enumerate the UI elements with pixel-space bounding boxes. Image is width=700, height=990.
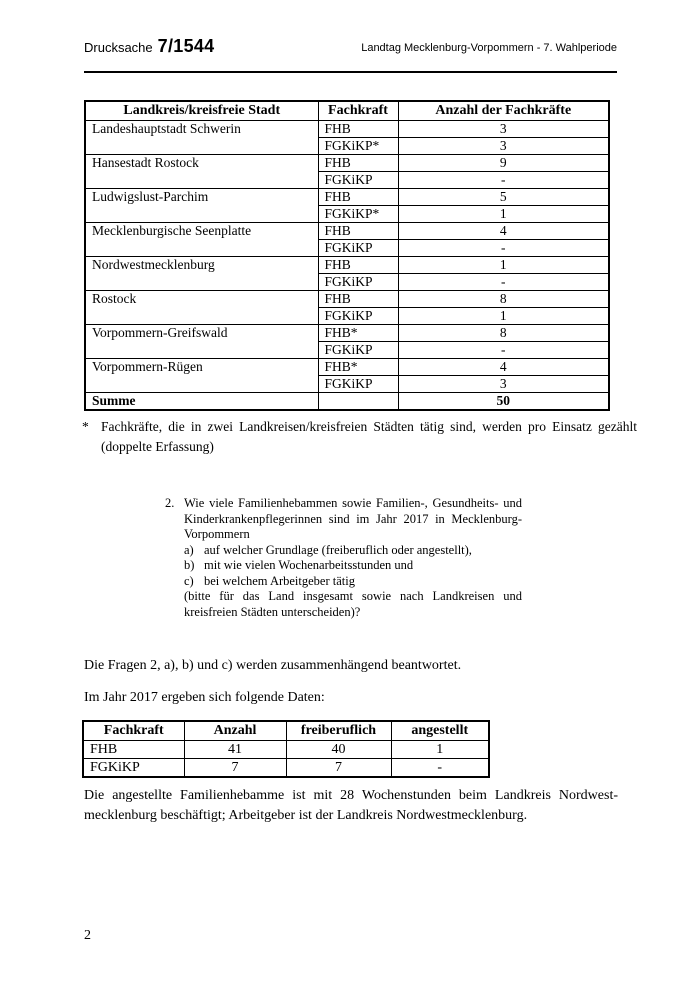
table2-header-fachkraft: Fachkraft: [83, 721, 184, 741]
district-cell: Rostock: [85, 291, 318, 325]
question-intro-text: Wie viele Familienhebammen sowie Familien-, Gesundheits- und Kinderkrankenpflegerinnen sind im Jahr 2017 in Mecklenburg-Vorpommern: [184, 496, 522, 541]
table2-header-freiberuflich: freiberuflich: [286, 721, 391, 741]
question-item-a-text: auf welcher Grundlage (freiberuflich oder angestellt),: [204, 542, 472, 557]
anzahl-cell: 1: [398, 308, 609, 325]
footnote-text: Fachkräfte, die in zwei Landkreisen/kreisfreien Städten tätig sind, werden pro Einsatz gezählt (doppelte Erfassung): [101, 419, 637, 454]
table1-row: [85, 291, 609, 308]
table2-row: [83, 741, 489, 759]
fachkraft-cell: FGKiKP: [83, 759, 184, 778]
district-cell: Mecklenburgische Seenplatte: [85, 223, 318, 257]
fachkraft-cell: FHB: [318, 223, 398, 240]
table1-row: [85, 121, 609, 138]
fachkraefte-by-district-table: [84, 100, 610, 411]
anzahl-cell: 8: [398, 325, 609, 342]
question-number: 2.: [165, 496, 175, 510]
summe-row: [85, 393, 609, 411]
value-cell: 7: [286, 759, 391, 778]
summe-fachkraft-cell: [318, 393, 398, 411]
table1-row: [85, 223, 609, 240]
anzahl-cell: 8: [398, 291, 609, 308]
district-cell: Ludwigslust-Parchim: [85, 189, 318, 223]
fachkraft-cell: FGKiKP*: [318, 206, 398, 223]
fachkraft-cell: FHB: [83, 741, 184, 759]
anzahl-cell: 1: [398, 257, 609, 274]
anzahl-cell: 3: [398, 138, 609, 155]
doc-number: 7/1544: [157, 36, 215, 56]
summe-value-cell: 50: [398, 393, 609, 411]
value-cell: 7: [184, 759, 286, 778]
value-cell: 40: [286, 741, 391, 759]
table2-body: [83, 741, 489, 778]
fachkraft-cell: FGKiKP: [318, 342, 398, 359]
anzahl-cell: 9: [398, 155, 609, 172]
anzahl-cell: -: [398, 342, 609, 359]
table1-header-district: Landkreis/kreisfreie Stadt: [85, 101, 318, 121]
fachkraft-cell: FHB: [318, 155, 398, 172]
anzahl-cell: -: [398, 240, 609, 257]
footnote: [82, 417, 637, 457]
district-cell: Hansestadt Rostock: [85, 155, 318, 189]
fachkraft-cell: FGKiKP: [318, 240, 398, 257]
doc-label: Drucksache: [84, 40, 153, 55]
anzahl-cell: 3: [398, 121, 609, 138]
header-right-text: Landtag Mecklenburg-Vorpommern - 7. Wahlperiode: [361, 42, 617, 54]
question-item-c-text: bei welchem Arbeitgeber tätig: [204, 573, 355, 588]
value-cell: 41: [184, 741, 286, 759]
table1-header-row: [85, 101, 609, 121]
anzahl-cell: 5: [398, 189, 609, 206]
table1-header-anzahl: Anzahl der Fachkräfte: [398, 101, 609, 121]
fachkraft-cell: FHB: [318, 121, 398, 138]
district-cell: Landeshauptstadt Schwerin: [85, 121, 318, 155]
question-item-b-label: b): [184, 558, 195, 572]
question-item-a: [165, 543, 522, 559]
district-cell: Vorpommern-Greifswald: [85, 325, 318, 359]
question-item-a-label: a): [184, 542, 194, 557]
table2-header-row: [83, 721, 489, 741]
anzahl-cell: 1: [398, 206, 609, 223]
table2-header-angestellt: angestellt: [391, 721, 489, 741]
table1-row: [85, 257, 609, 274]
fachkraft-cell: FHB*: [318, 359, 398, 376]
table1-body: [85, 121, 609, 411]
anzahl-cell: 4: [398, 359, 609, 376]
fachkraft-cell: FHB*: [318, 325, 398, 342]
value-cell: 1: [391, 741, 489, 759]
footnote-marker: *: [82, 419, 89, 434]
question-block: [165, 496, 522, 620]
fachkraft-cell: FHB: [318, 189, 398, 206]
summe-label-cell: Summe: [85, 393, 318, 411]
table1-row: [85, 325, 609, 342]
fachkraft-cell: FGKiKP: [318, 172, 398, 189]
page-number: 2: [84, 928, 91, 943]
table1-row: [85, 155, 609, 172]
fachkraft-cell: FGKiKP: [318, 308, 398, 325]
question-item-b: [165, 558, 522, 574]
fachkraft-cell: FGKiKP*: [318, 138, 398, 155]
anzahl-cell: 4: [398, 223, 609, 240]
header-rule: [84, 71, 617, 73]
closing-paragraph: Die angestellte Familienhebamme ist mit 28 Wochenstunden beim Landkreis Nordwest-mecklenburg beschäftigt; Arbeitgeber ist der Landkreis Nordwestmecklenburg.: [84, 788, 618, 823]
anzahl-cell: 3: [398, 376, 609, 393]
fachkraft-cell: FGKiKP: [318, 376, 398, 393]
table1-header-fachkraft: Fachkraft: [318, 101, 398, 121]
table1-row: [85, 359, 609, 376]
statistics-table: [82, 720, 490, 778]
district-cell: Nordwestmecklenburg: [85, 257, 318, 291]
value-cell: -: [391, 759, 489, 778]
question-intro: [165, 496, 522, 543]
table1-row: [85, 189, 609, 206]
data-intro-paragraph: Im Jahr 2017 ergeben sich folgende Daten:: [84, 690, 325, 705]
answer-note-paragraph: Die Fragen 2, a), b) und c) werden zusammenhängend beantwortet.: [84, 658, 462, 673]
fachkraft-cell: FGKiKP: [318, 274, 398, 291]
district-cell: Vorpommern-Rügen: [85, 359, 318, 393]
anzahl-cell: -: [398, 274, 609, 291]
question-item-c-label: c): [184, 573, 194, 588]
fachkraft-cell: FHB: [318, 291, 398, 308]
question-item-b-text: mit wie vielen Wochenarbeitsstunden und: [204, 558, 414, 572]
table2-header-anzahl: Anzahl: [184, 721, 286, 741]
question-suffix: (bitte für das Land insgesamt sowie nach Landkreisen und kreisfreien Städten unterscheiden)?: [184, 589, 522, 619]
question-item-c: [165, 574, 522, 590]
table2-row: [83, 759, 489, 778]
fachkraft-cell: FHB: [318, 257, 398, 274]
anzahl-cell: -: [398, 172, 609, 189]
